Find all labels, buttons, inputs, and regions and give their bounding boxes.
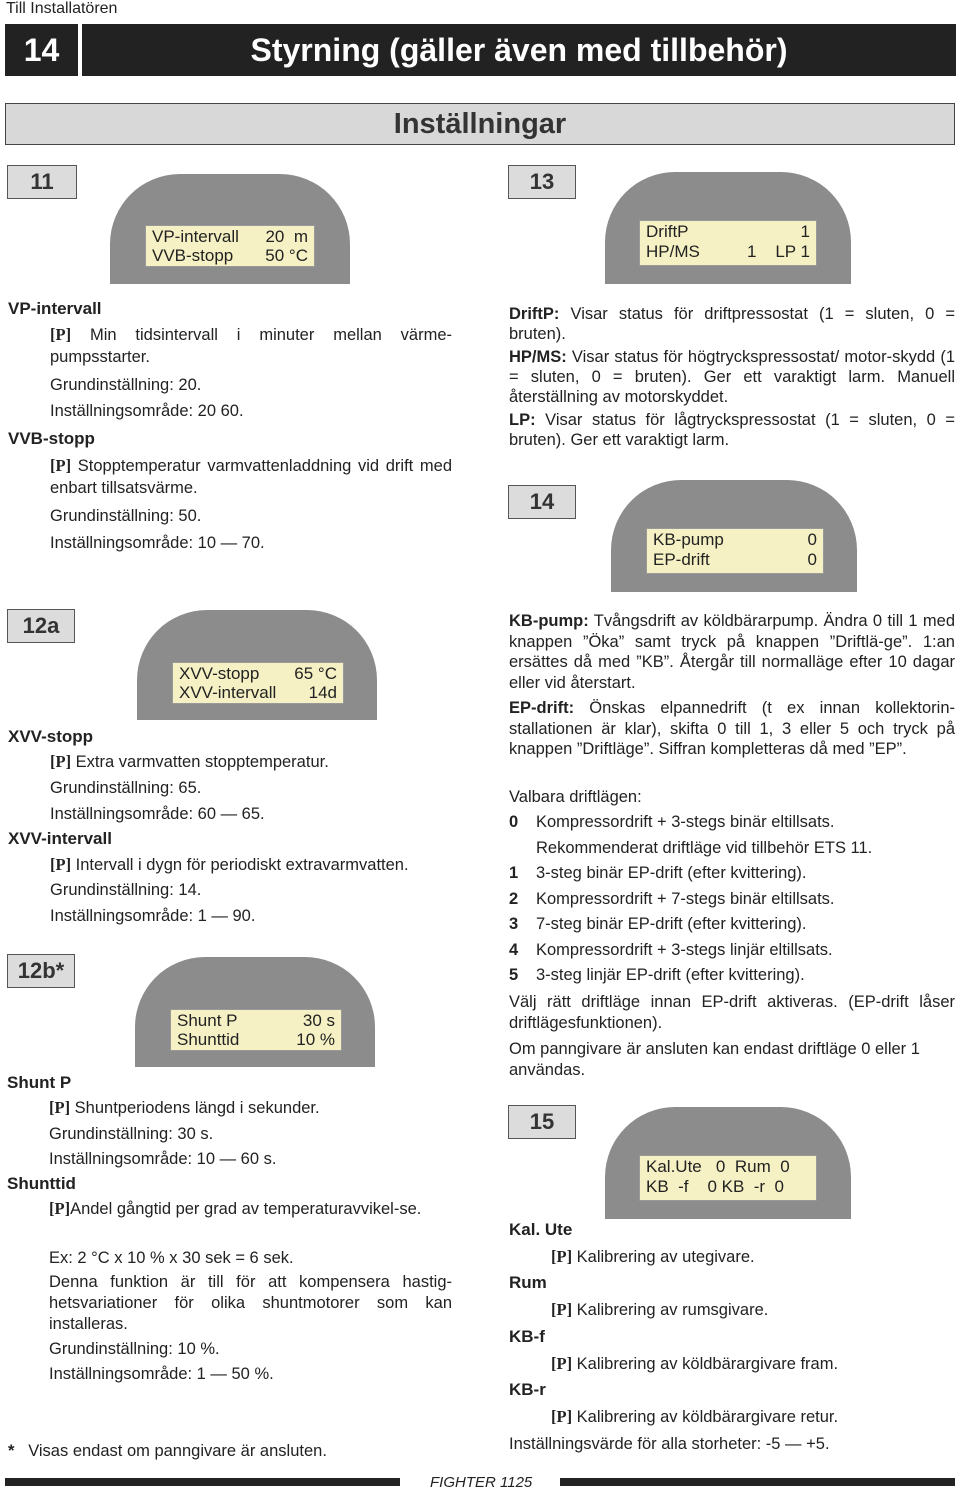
range-shunt-p: Inställningsområde: 10 — 60 s. [49,1150,277,1168]
menu-number-14: 14 [508,485,576,519]
desc-kal-ute: [P] Kalibrering av utegivare. [551,1247,755,1266]
heading-shunttid: Shunttid [7,1174,76,1193]
chapter-number: 14 [5,24,78,76]
heading-vp-intervall: VP-intervall [8,299,102,318]
para-lp: LP: Visar status för lågtryckspressostat (1 = sluten, 0 = bruten). Ger ett varaktigt larm. [509,411,955,449]
footnote: * Visas endast om panngivare är ansluten. [8,1442,327,1460]
section-title: Inställningar [5,103,955,145]
heading-xvv-intervall: XVV-intervall [8,829,112,848]
heading-kal-ute: Kal. Ute [509,1220,573,1239]
mode-item: 1 3-steg binär EP-drift (efter kvittering). [509,864,807,882]
para-driftp: DriftP: Visar status för driftpressostat (1 = sluten, 0 = bruten). [509,305,955,343]
footer-divider-left [5,1478,400,1486]
lcd-menu-15: Kal.Ute 0 Rum 0 KB -f 0 KB -r 0 [639,1155,817,1201]
heading-vvb-stopp: VVB-stopp [8,429,95,448]
note-shunttid: Denna funktion är till för att kompensera hastig-hetsvariationer för olika shuntmotorer som kan installeras. [49,1273,452,1333]
desc-xvv-stopp: [P] Extra varmvatten stopptemperatur. [50,752,329,771]
range-vp-intervall: Inställningsområde: 20 60. [50,402,244,420]
mode-item: 4 Kompressordrift + 3-stegs linjär eltillsats. [509,940,833,959]
menu-number-13: 13 [508,165,576,199]
mode-item: 0 Kompressordrift + 3-stegs binär eltillsats. [509,813,835,831]
chapter-title: Styrning (gäller även med tillbehör) [82,24,956,76]
desc-vvb-stopp: [P] Stopptemperatur varmvattenladdning vid drift med enbart tillsatsvärme. [50,456,452,497]
modes-list [509,811,955,990]
lcd-menu-12a: XVV-stopp 65 °C XVV-intervall 14d [172,662,344,704]
mode-item: 3 7-steg binär EP-drift (efter kvittering). [509,915,807,933]
desc-vp-intervall: [P] Min tidsintervall i minuter mellan värme-pumpsstarter. [50,325,453,366]
lcd-menu-11: VP-intervall 20 m VVB-stopp 50 °C [145,225,315,267]
range-xvv-intervall: Inställningsområde: 1 — 90. [50,907,256,925]
menu-number-12a: 12a [7,609,75,643]
heading-kb-r: KB-r [509,1380,546,1399]
default-shunttid: Grundinställning: 10 %. [49,1340,220,1358]
heading-xvv-stopp: XVV-stopp [8,727,94,746]
heading-shunt-p: Shunt P [7,1073,72,1092]
heading-rum: Rum [509,1273,547,1292]
range-shunttid: Inställningsområde: 1 — 50 %. [49,1365,274,1383]
footer-divider-right [560,1478,955,1486]
footer-product: FIGHTER 1125 [430,1474,533,1491]
desc-shunttid: [P]Andel gångtid per grad av temperaturavvikel-se. [49,1199,422,1218]
lcd-menu-14: KB-pump 0 EP-drift 0 [646,528,824,574]
mode-item: 5 3-steg linjär EP-drift (efter kvittering). [509,966,805,984]
example-shunttid: Ex: 2 °C x 10 % x 30 sek = 6 sek. [49,1249,294,1267]
default-shunt-p: Grundinställning: 30 s. [49,1125,214,1143]
default-xvv-stopp: Grundinställning: 65. [50,779,202,797]
para-ep-drift: EP-drift: Önskas elpannedrift (t ex innan kollektorin-stallationen är klar), skifta 0 till 1, 3 eller 5 och tryck på knappen ”Driftläge”. Siffran kompletteras då med ”EP”. [509,699,955,758]
settings-range-note: Inställningsvärde för alla storheter: -5 — +5. [509,1435,830,1453]
heading-kb-f: KB-f [509,1327,545,1346]
default-vp-intervall: Grundinställning: 20. [50,376,202,394]
desc-rum: [P] Kalibrering av rumsgivare. [551,1300,769,1319]
menu-number-12b: 12b* [7,954,75,988]
range-xvv-stopp: Inställningsområde: 60 — 65. [50,805,265,823]
note-driftlage: Välj rätt driftläge innan EP-drift aktiveras. (EP-drift låser driftlägesfunktionen). [509,993,955,1032]
range-vvb-stopp: Inställningsområde: 10 — 70. [50,534,265,552]
modes-title: Valbara driftlägen: [509,788,642,806]
default-vvb-stopp: Grundinställning: 50. [50,507,202,525]
menu-number-15: 15 [508,1105,576,1139]
desc-xvv-intervall: [P] Intervall i dygn för periodiskt extravarmvatten. [50,855,409,874]
desc-kb-r: [P] Kalibrering av köldbärargivare retur. [551,1407,839,1426]
lcd-menu-12b: Shunt P 30 s Shunttid 10 % [170,1009,342,1051]
mode-item: 2 Kompressordrift + 7-stegs binär eltillsats. [509,889,835,908]
desc-kb-f: [P] Kalibrering av köldbärargivare fram. [551,1354,839,1373]
lcd-menu-13: DriftP 1 HP/MS 1 LP 1 [639,220,817,266]
para-hpms: HP/MS: Visar status för högtryckspressostat/ motor-skydd (1 = sluten, 0 = bruten). Ger ett varaktigt larm. Manuell återställning av motorskyddet. [509,348,955,406]
mode-item: Rekommenderat driftläge vid tillbehör ETS 11. [536,838,873,857]
default-xvv-intervall: Grundinställning: 14. [50,881,202,899]
note-panngivare: Om panngivare är ansluten kan endast driftläge 0 eller 1 användas. [509,1040,920,1079]
breadcrumb: Till Installatören [6,0,118,17]
desc-shunt-p: [P] Shuntperiodens längd i sekunder. [49,1098,320,1117]
para-kb-pump: KB-pump: Tvångsdrift av köldbärarpump. Ändra 0 till 1 med knappen ”Öka” samt tryck på knappen ”Driftlä-ge”. 1:an ersättes då med ”KB”. Återgår till normalläge efter 10 dagar eller vid återstart. [509,612,955,692]
menu-number-11: 11 [7,165,77,199]
